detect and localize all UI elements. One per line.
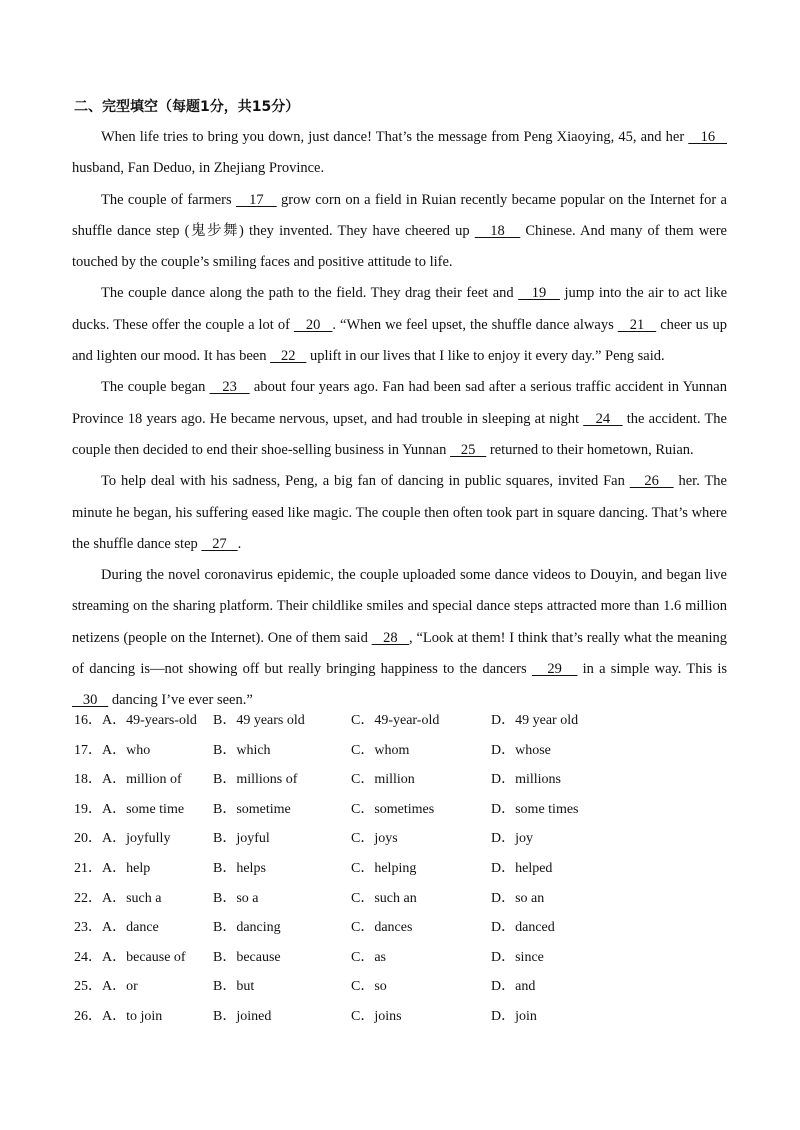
- option-b[interactable]: B．which: [213, 742, 271, 758]
- passage-text: Chinese. And many of them were touched by the couple’s smiling faces and positive attitude to life.: [72, 222, 727, 271]
- option-c[interactable]: C．dances: [351, 920, 413, 936]
- answer-blank: 22: [270, 348, 307, 365]
- option-b[interactable]: B．helps: [213, 860, 266, 876]
- option-b[interactable]: B．but: [213, 979, 255, 995]
- passage-text: To help deal with his sadness, Peng, a big fan of dancing in public squares, invited Fan: [101, 473, 630, 490]
- passage-text: the accident. The couple then decided to end their shoe-selling business in Yunnan: [72, 410, 727, 458]
- option-a[interactable]: 26．A．to join: [74, 1008, 163, 1024]
- question-row: [74, 972, 734, 1002]
- passage-text: cheer us up and lighten our mood. It has been: [72, 316, 728, 365]
- question-row: [74, 1002, 734, 1032]
- passage-text: returned to their hometown, Ruian.: [486, 441, 694, 458]
- option-a[interactable]: 19．A．some time: [74, 801, 185, 817]
- option-a[interactable]: 20．A．joyfully: [74, 831, 171, 847]
- option-c[interactable]: C．sometimes: [351, 801, 435, 817]
- passage-text: her. The minute he began, his suffering eased like magic. The couple then often took part in square dancing. That’s where the shuffle dance step: [72, 473, 727, 552]
- passage-text: The couple of farmers: [101, 191, 236, 208]
- option-c[interactable]: C．helping: [351, 860, 417, 876]
- option-c[interactable]: C．whom: [351, 742, 410, 758]
- option-b[interactable]: B．because: [213, 949, 281, 965]
- question-options: [74, 706, 734, 1032]
- question-row: [74, 913, 734, 943]
- option-a[interactable]: 16．A．49-years-old: [74, 713, 197, 728]
- question-row: [74, 795, 734, 825]
- option-a[interactable]: 23．A．dance: [74, 920, 159, 936]
- passage-paragraph: [72, 122, 727, 185]
- passage-text: . “When we feel upset, the shuffle dance always: [332, 316, 618, 333]
- option-b[interactable]: B．millions of: [213, 772, 298, 788]
- passage-text: grow corn on a field in Ruian recently became popular on the Internet for a shuffle dance step (鬼步舞) they invented. They have cheered up: [72, 191, 727, 239]
- option-b[interactable]: B．joyful: [213, 831, 270, 847]
- passage-text: The couple began: [101, 379, 210, 396]
- passage-paragraph: [72, 560, 727, 716]
- option-d[interactable]: D．and: [491, 979, 536, 995]
- passage: [72, 122, 727, 717]
- passage-text: , “Look at them! I think that’s really what the meaning of dancing is—not showing off but really bringing happiness to the dancers: [72, 629, 728, 678]
- option-b[interactable]: B．joined: [213, 1008, 272, 1024]
- option-a[interactable]: 17．A．who: [74, 742, 151, 758]
- answer-blank: 20: [293, 316, 333, 333]
- passage-text: dancing I’ve ever seen.”: [108, 692, 253, 709]
- question-row: [74, 765, 734, 795]
- passage-text: about four years ago. Fan had been sad after a serious traffic accident in Yunnan Province 18 years ago. He became nervous, upset, and had trouble in sleeping at night: [72, 379, 727, 427]
- question-row: [74, 943, 734, 973]
- option-d[interactable]: D．helped: [491, 860, 553, 876]
- option-a[interactable]: 18．A．million of: [74, 772, 182, 788]
- option-a[interactable]: 24．A．because of: [74, 949, 186, 965]
- question-row: [74, 854, 734, 884]
- answer-blank: 21: [617, 316, 657, 333]
- option-d[interactable]: D．joy: [491, 831, 533, 847]
- section-heading: 二、完型填空（每题1分，共15分）: [74, 99, 300, 115]
- option-d[interactable]: D．so an: [491, 890, 545, 906]
- answer-blank: 16: [688, 129, 727, 145]
- option-d[interactable]: D．millions: [491, 772, 562, 788]
- option-c[interactable]: C．million: [351, 772, 415, 788]
- passage-paragraph: [72, 185, 727, 279]
- answer-blank: 28: [371, 629, 410, 646]
- option-c[interactable]: C．such an: [351, 890, 417, 906]
- answer-blank: 24: [583, 410, 623, 427]
- question-row: [74, 706, 734, 736]
- option-c[interactable]: C．49-year-old: [351, 713, 440, 728]
- option-c[interactable]: C．as: [351, 949, 386, 965]
- passage-text: .: [237, 535, 242, 552]
- answer-blank: 19: [518, 285, 560, 302]
- answer-blank: 26: [629, 473, 674, 490]
- option-b[interactable]: B．dancing: [213, 920, 281, 936]
- option-d[interactable]: D．since: [491, 949, 544, 965]
- answer-blank: 29: [531, 661, 578, 678]
- passage-paragraph: [72, 372, 727, 466]
- answer-blank: 27: [201, 535, 238, 552]
- option-d[interactable]: D．some times: [491, 801, 579, 817]
- option-d[interactable]: D．join: [491, 1008, 537, 1024]
- passage-text: The couple dance along the path to the field. They drag their feet and: [101, 285, 519, 302]
- answer-blank: 25: [450, 441, 487, 458]
- option-a[interactable]: 22．A．such a: [74, 890, 162, 906]
- passage-text: husband, Fan Deduo, in Zhejiang Province.: [72, 160, 325, 177]
- passage-text: During the novel coronavirus epidemic, the couple uploaded some dance videos to Douyin, and began live streaming on the sharing platform. Their childlike smiles and special dance steps attracted more than 1.6 million netizens (people on the Internet). One of them said: [72, 567, 727, 646]
- passage-text: jump into the air to act like ducks. These offer the couple a lot of: [72, 285, 728, 333]
- passage-text: When life tries to bring you down, just dance! That’s the message from Peng Xiaoying, 45, and her: [101, 129, 689, 145]
- question-row: [74, 824, 734, 854]
- passage-paragraph: [72, 466, 727, 560]
- question-row: [74, 884, 734, 914]
- passage-text: uplift in our lives that I like to enjoy it every day.” Peng said.: [306, 348, 665, 365]
- answer-blank: 30: [72, 692, 109, 709]
- option-b[interactable]: B．sometime: [213, 801, 291, 817]
- option-c[interactable]: C．joins: [351, 1008, 402, 1024]
- option-b[interactable]: B．so a: [213, 890, 259, 906]
- option-b[interactable]: B．49 years old: [213, 713, 305, 728]
- answer-blank: 23: [209, 379, 250, 396]
- option-d[interactable]: D．49 year old: [491, 713, 579, 728]
- option-c[interactable]: C．so: [351, 979, 387, 995]
- option-d[interactable]: D．danced: [491, 920, 555, 936]
- option-a[interactable]: 21．A．help: [74, 860, 151, 876]
- passage-paragraph: [72, 278, 727, 372]
- option-c[interactable]: C．joys: [351, 831, 398, 847]
- question-row: [74, 736, 734, 766]
- answer-blank: 17: [236, 191, 277, 208]
- option-d[interactable]: D．whose: [491, 742, 551, 758]
- answer-blank: 18: [474, 222, 521, 239]
- passage-text: in a simple way. This is: [577, 661, 727, 678]
- option-a[interactable]: 25．A．or: [74, 979, 138, 995]
